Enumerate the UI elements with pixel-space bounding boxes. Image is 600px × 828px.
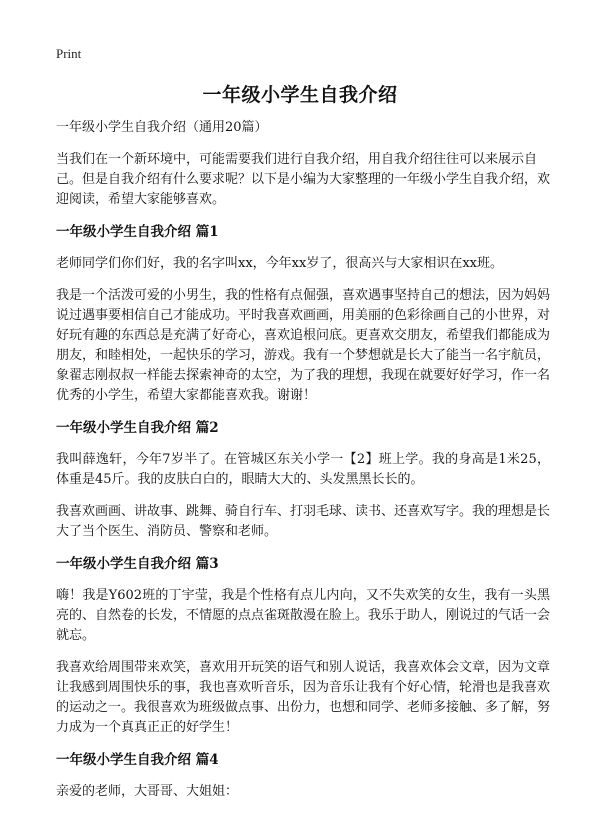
paragraph: 老师同学们你们好，我的名字叫xx，今年xx岁了，很高兴与大家相识在xx班。 bbox=[56, 256, 503, 271]
document-body bbox=[56, 118, 550, 814]
paragraph: 我喜欢画画、讲故事、跳舞、骑自行车、打羽毛球、读书、还喜欢写字。我的理想是长大了当个医生、消防员、警察和老师。 bbox=[56, 504, 551, 539]
section-heading-4: 一年级小学生自我介绍 篇4 bbox=[56, 752, 219, 768]
document-subtitle: 一年级小学生自我介绍（通用20篇） bbox=[56, 120, 268, 135]
section-heading-1: 一年级小学生自我介绍 篇1 bbox=[56, 224, 219, 240]
document-title: 一年级小学生自我介绍 bbox=[202, 84, 398, 106]
paragraph: 我喜欢给周围带来欢笑，喜欢用开玩笑的语气和别人说话，我喜欢体会文章，因为文章让我感到周围快乐的事，我也喜欢听音乐，因为音乐让我有个好心情，轮滑也是我喜欢的运动之一。我很喜欢为班级做点事、出份力，也想和同学、老师多接触、多了解，努力成为一个真真正正的好学生！ bbox=[56, 660, 551, 735]
paragraph: 嗨！我是Y602班的丁宇莹，我是个性格有点儿内向，又不失欢笑的女生，我有一头黑亮的、自然卷的长发，不情愿的点点雀斑散漫在脸上。我乐于助人，刚说过的气话一会就忘。 bbox=[56, 588, 551, 643]
paragraph: 亲爱的老师，大哥哥、大姐姐： bbox=[56, 784, 239, 799]
intro-paragraph: 当我们在一个新环境中，可能需要我们进行自我介绍，用自我介绍往往可以来展示自己。但是自我介绍有什么要求呢？以下是小编为大家整理的一年级小学生自我介绍，欢迎阅读，希望大家能够喜欢。 bbox=[56, 152, 551, 207]
print-link[interactable]: Print bbox=[56, 46, 82, 61]
paragraph: 我叫薛逸轩，今年7岁半了。在管城区东关小学一【2】班上学。我的身高是1米25，体重是45斤。我的皮肤白白的，眼睛大大的、头发黑黑长长的。 bbox=[56, 452, 550, 487]
section-heading-2: 一年级小学生自我介绍 篇2 bbox=[56, 420, 219, 436]
section-heading-3: 一年级小学生自我介绍 篇3 bbox=[56, 556, 219, 572]
paragraph: 我是一个活泼可爱的小男生，我的性格有点倔强，喜欢遇事坚持自己的想法，因为妈妈说过遇事要相信自己才能成功。平时我喜欢画画，用美丽的色彩徐画自己的小世界，对好玩有趣的东西总是充满了好奇心，喜欢追根问底。更喜欢交朋友，希望我们都能成为朋友，和睦相处，一起快乐的学习，游戏。我有一个梦想就是长大了能当一名宇航员，象翟志刚叔叔一样能去探索神奇的太空，为了我的理想，我现在就要好好学习，作一名优秀的小学生，希望大家都能喜欢我。谢谢！ bbox=[56, 288, 551, 403]
